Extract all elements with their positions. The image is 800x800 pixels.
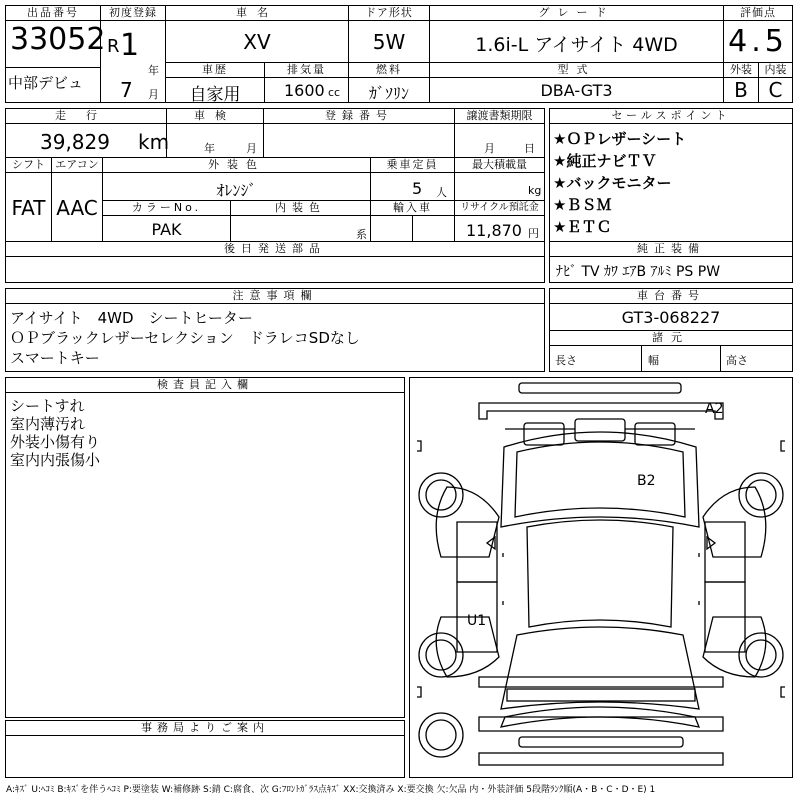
damage-mark: B2 xyxy=(637,473,656,489)
score-label: 評価点 xyxy=(724,6,792,21)
interior-grade-label: 内装 xyxy=(759,63,792,78)
load-label: 最大積載量 xyxy=(455,158,544,173)
grade-label: グレード xyxy=(430,6,723,21)
seats-value: 5 xyxy=(412,179,423,198)
int-color-label: 内装色 xyxy=(231,201,370,216)
model-value: DBA-GT3 xyxy=(540,81,613,100)
chassis-number: GT3-068227 xyxy=(621,308,721,327)
ac-label: エアコン xyxy=(52,158,102,173)
legend: A:ｷｽﾞ U:ﾍｺﾐ B:ｷｽﾞを伴うﾍｺﾐ P:要塗装 W:補修跡 S:錆 C:腐食、次 G:ﾌﾛﾝﾄｶﾞﾗｽ点ｷｽﾞ XX:交換済み X:要交換 欠:欠品 内・外装評価 5段階ﾗﾝｸ順(A・B・C・D・E) 1 xyxy=(6,785,656,795)
length-label: 長さ xyxy=(555,354,577,367)
history-label: 車歴 xyxy=(166,63,264,78)
seats-label: 乗車定員 xyxy=(371,158,454,173)
displacement-value: 1600 xyxy=(284,81,325,100)
fuel-label: 燃料 xyxy=(349,63,429,78)
load-unit: kg xyxy=(528,184,542,197)
model-label: 型式 xyxy=(430,63,723,78)
width-label: 幅 xyxy=(648,354,659,367)
car-name: XV xyxy=(243,30,271,54)
car-diagram xyxy=(409,377,793,778)
shift-value: FAT xyxy=(11,196,46,220)
import-label: 輸入車 xyxy=(371,201,454,216)
month-unit: 月 xyxy=(148,88,159,101)
era: R xyxy=(107,36,120,57)
inspector-line: 室内内張傷小 xyxy=(10,451,101,469)
inspection-label: 車検 xyxy=(167,109,263,124)
mileage-value: 39,829 xyxy=(40,130,110,154)
lot-no: 33052 xyxy=(10,22,106,57)
color-no-label: カラーNo. xyxy=(103,201,230,216)
inspector-line: 室内薄汚れ xyxy=(10,415,86,433)
mileage-unit: km xyxy=(138,130,170,154)
genuine-label: 純正装備 xyxy=(550,242,792,257)
spec-block xyxy=(5,108,545,242)
sales-point-item: ★ＢＳＭ xyxy=(553,196,612,214)
plate-label: 登録番号 xyxy=(264,109,454,124)
history-value: 自家用 xyxy=(189,85,241,105)
damage-mark: U1 xyxy=(467,613,487,629)
recycle-unit: 円 xyxy=(528,227,539,240)
dims-label: 諸元 xyxy=(550,331,792,346)
score-value: 4.5 xyxy=(728,24,788,59)
shift-label: シフト xyxy=(6,158,51,173)
sales-point-item: ★ＯＰレザーシート xyxy=(553,130,687,148)
exterior-grade-label: 外装 xyxy=(724,63,758,78)
recycle-label: リサイクル預託金 xyxy=(455,201,544,216)
fuel-value: ｶﾞｿﾘﾝ xyxy=(368,84,409,103)
door-label: ドア形状 xyxy=(349,6,429,21)
displacement-label: 排気量 xyxy=(265,63,348,78)
mileage-label: 走行 xyxy=(6,109,166,124)
lot-no-label: 出品番号 xyxy=(6,6,100,21)
transfer-month-unit: 月 xyxy=(484,142,495,155)
transfer-day-unit: 日 xyxy=(524,142,535,155)
sales-points-label: セールスポイント xyxy=(550,109,792,124)
sales-point-item: ★ＥＴＣ xyxy=(553,218,612,236)
sales-point-item: ★純正ナビＴＶ xyxy=(553,152,657,170)
exterior-grade: B xyxy=(734,78,748,102)
insp-month-unit: 月 xyxy=(246,142,257,155)
notes-label: 注意事項欄 xyxy=(6,289,544,304)
sales-point-item: ★バックモニター xyxy=(553,174,672,192)
ac-value: AAC xyxy=(56,196,98,220)
recycle-value: 11,870 xyxy=(466,221,522,240)
insp-year-unit: 年 xyxy=(204,142,215,155)
color-no-value: PAK xyxy=(151,220,182,239)
grade-value: 1.6i-L アイサイト 4WD xyxy=(475,34,678,56)
note-line: ＯＰブラックレザーセレクション ドラレコSDなし xyxy=(10,329,360,347)
debut-label: 中部デビュ xyxy=(8,74,84,92)
cc-unit: cc xyxy=(328,86,341,99)
office-label: 事務局よりご案内 xyxy=(6,721,404,736)
ext-color-value: ｵﾚﾝｼﾞ xyxy=(216,181,257,200)
interior-grade: C xyxy=(768,78,783,102)
genuine-items: ﾅﾋﾞ TV ｶﾜ ｴｱB ｱﾙﾐ PS PW xyxy=(556,264,721,280)
reg-month: 7 xyxy=(120,78,133,102)
inspector-line: シートすれ xyxy=(10,397,85,415)
note-line: スマートキー xyxy=(10,349,100,367)
inspector-label: 検査員記入欄 xyxy=(6,378,404,393)
chassis-label: 車台番号 xyxy=(550,289,792,304)
first-reg-label: 初度登録 xyxy=(101,6,165,21)
note-line: アイサイト 4WD シートヒーター xyxy=(10,309,253,327)
int-color-unit: 系 xyxy=(356,228,367,241)
later-parts-label: 後日発送部品 xyxy=(6,242,544,257)
height-label: 高さ xyxy=(726,354,748,367)
inspector-line: 外装小傷有り xyxy=(10,433,101,451)
year-unit: 年 xyxy=(148,64,159,77)
car-name-label: 車名 xyxy=(166,6,348,21)
ext-color-label: 外装色 xyxy=(103,158,370,173)
seats-unit: 人 xyxy=(436,186,447,199)
reg-year: 1 xyxy=(120,28,140,63)
transfer-label: 譲渡書類期限 xyxy=(455,109,544,124)
door-value: 5W xyxy=(372,30,406,54)
damage-mark: A2 xyxy=(705,401,724,417)
